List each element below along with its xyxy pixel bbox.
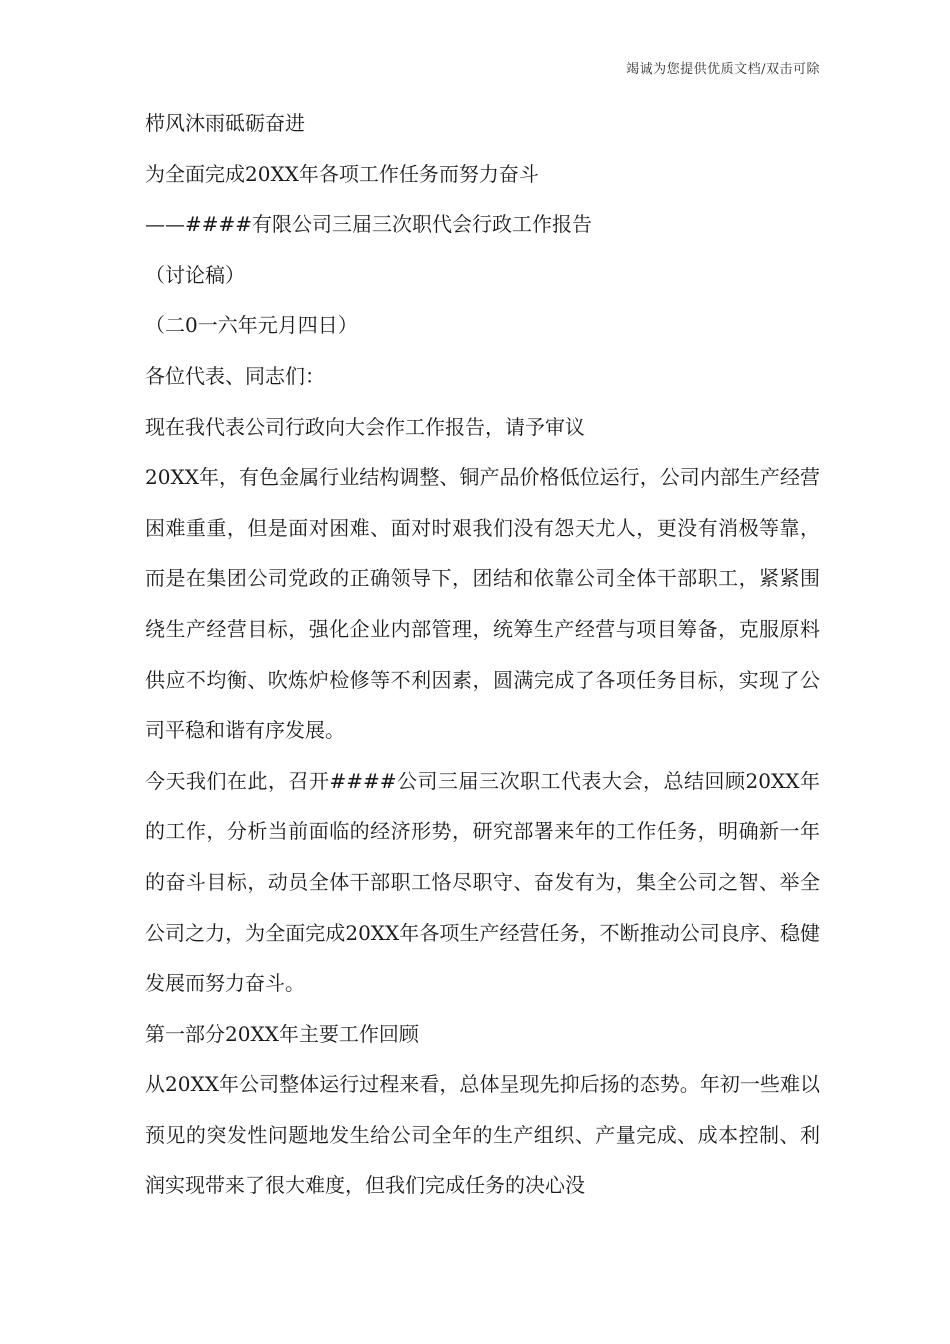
paragraph-meeting-purpose: 今天我们在此，召开####公司三届三次职工代表大会，总结回顾20XX年的工作，分析当前面临的经济形势，研究部署来年的工作任务，明确新一年的奋斗目标，动员全体干部职工恪尽职守、奋发有为，集全公司之智、举全公司之力，为全面完成20XX年各项生产经营任务，不断推动公司良序、稳健发展而努力奋斗。 xyxy=(145,768,820,996)
report-heading-subtitle: 为全面完成20XX年各项工作任务而努力奋斗 xyxy=(145,161,539,186)
header-note: 竭诚为您提供优质文档/双击可除 xyxy=(626,62,820,77)
salutation: 各位代表、同志们： xyxy=(145,363,325,388)
report-heading-org: ——####有限公司三届三次职代会行政工作报告 xyxy=(145,212,593,237)
intro-line: 现在我代表公司行政向大会作工作报告，请予审议 xyxy=(145,414,585,439)
document-body xyxy=(145,98,820,1211)
paragraph-overview: 20XX年，有色金属行业结构调整、铜产品价格低位运行，公司内部生产经营困难重重，但是面对困难、面对时艰我们没有怨天尤人，更没有消极等靠，而是在集团公司党政的正确领导下，团结和依靠公司全体干部职工，紧紧围绕生产经营目标，强化企业内部管理，统筹生产经营与项目筹备，克服原料供应不均衡、吹炼炉检修等不利因素，圆满完成了各项任务目标，实现了公司平稳和谐有序发展。 xyxy=(145,465,820,743)
report-date: （二0一六年元月四日） xyxy=(145,313,358,338)
section-title: 第一部分20XX年主要工作回顾 xyxy=(145,1021,419,1046)
draft-note: （讨论稿） xyxy=(145,262,245,287)
report-heading-main: 栉风沐雨砥砺奋进 xyxy=(145,111,305,135)
paragraph-review: 从20XX年公司整体运行过程来看，总体呈现先抑后扬的态势。年初一些难以预见的突发性问题地发生给公司全年的生产组织、产量完成、成本控制、利润实现带来了很大难度，但我们完成任务的决心没 xyxy=(145,1072,820,1198)
